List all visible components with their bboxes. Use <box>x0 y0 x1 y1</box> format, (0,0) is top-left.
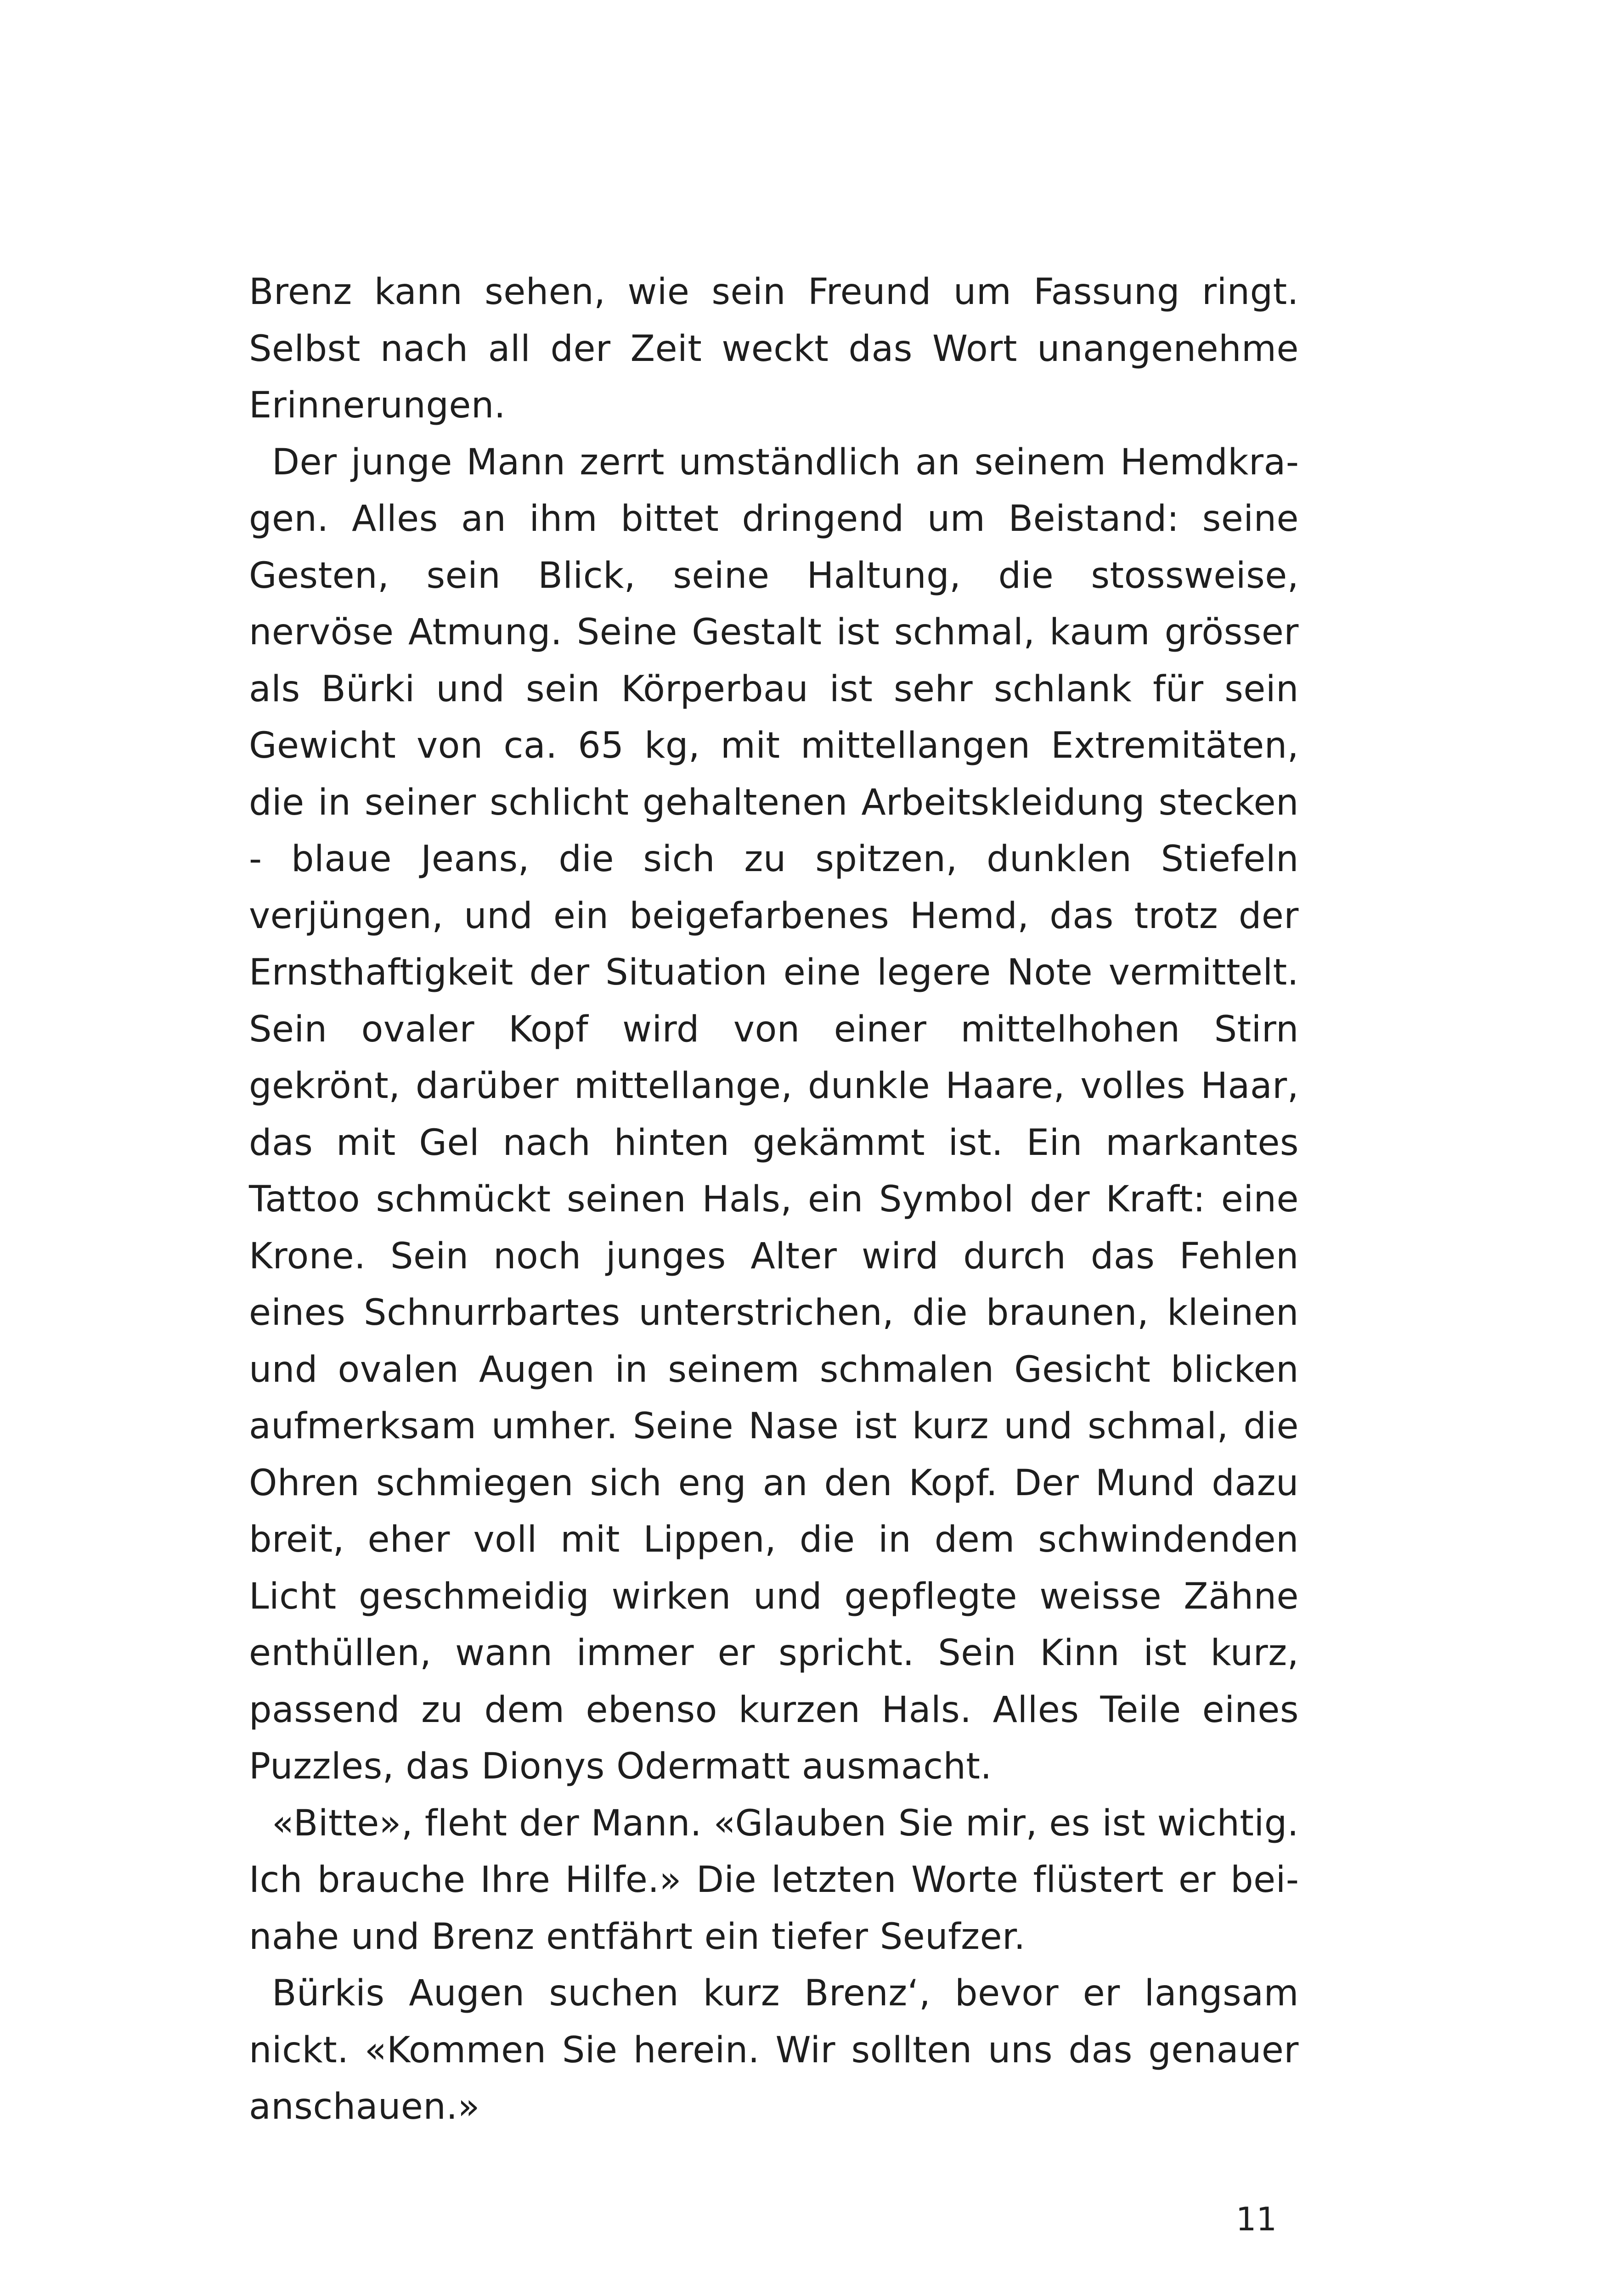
paragraph-1: Brenz kann sehen, wie sein Freund um Fassung ringt. Selbst nach all der Zeit weckt das Wort unangenehme Erinnerungen. <box>249 271 1299 426</box>
paragraph-4: Bürkis Augen suchen kurz Brenz‘, bevor er langsam nickt. «Kommen Sie herein. Wir sollten uns das genauer anschauen.» <box>249 1973 1299 2127</box>
page-number: 11 <box>1235 2200 1277 2238</box>
body-text <box>249 264 1299 2136</box>
paragraph-3: «Bitte», fleht der Mann. «Glauben Sie mir, es ist wichtig. Ich brauche Ihre Hilfe.» Die letzten Worte flüstert er beinahe und Brenz entfährt ein tiefer Seufzer. <box>249 1802 1299 1958</box>
paragraph-2: Der junge Mann zerrt umständlich an seinem Hemdkragen. Alles an ihm bittet dringend um Beistand: seine Gesten, sein Blick, seine Haltung, die stossweise, nervöse Atmung. Seine Gestalt ist schmal, kaum grösser als Bürki und sein Körperbau ist sehr schlank für sein Gewicht von ca. 65 kg, mit mittellangen Extremitäten, die in seiner schlicht gehaltenen Arbeitskleidung stecken - blaue Jeans, die sich zu spitzen, dunklen Stiefeln verjüngen, und ein beigefarbenes Hemd, das trotz der Ernsthaftigkeit der Situation eine legere Note vermittelt. Sein ovaler Kopf wird von einer mittelhohen Stirn gekrönt, darüber mittellange, dunkle Haare, volles Haar, das mit Gel nach hinten gekämmt ist. Ein markantes Tattoo schmückt seinen Hals, ein Symbol der Kraft: eine Krone. Sein noch junges Alter wird durch das Fehlen eines Schnurrbartes unterstrichen, die braunen, kleinen und ovalen Augen in seinem schmalen Gesicht blicken aufmerksam umher. Seine Nase ist kurz und schmal, die Ohren schmiegen sich eng an den Kopf. Der Mund dazu breit, eher voll mit Lippen, die in dem schwindenden Licht geschmeidig wirken und gepflegte weisse Zähne enthüllen, wann immer er spricht. Sein Kinn ist kurz, passend zu dem ebenso kurzen Hals. Alles Teile eines Puzzles, das Dionys Odermatt ausmacht. <box>249 441 1299 1787</box>
